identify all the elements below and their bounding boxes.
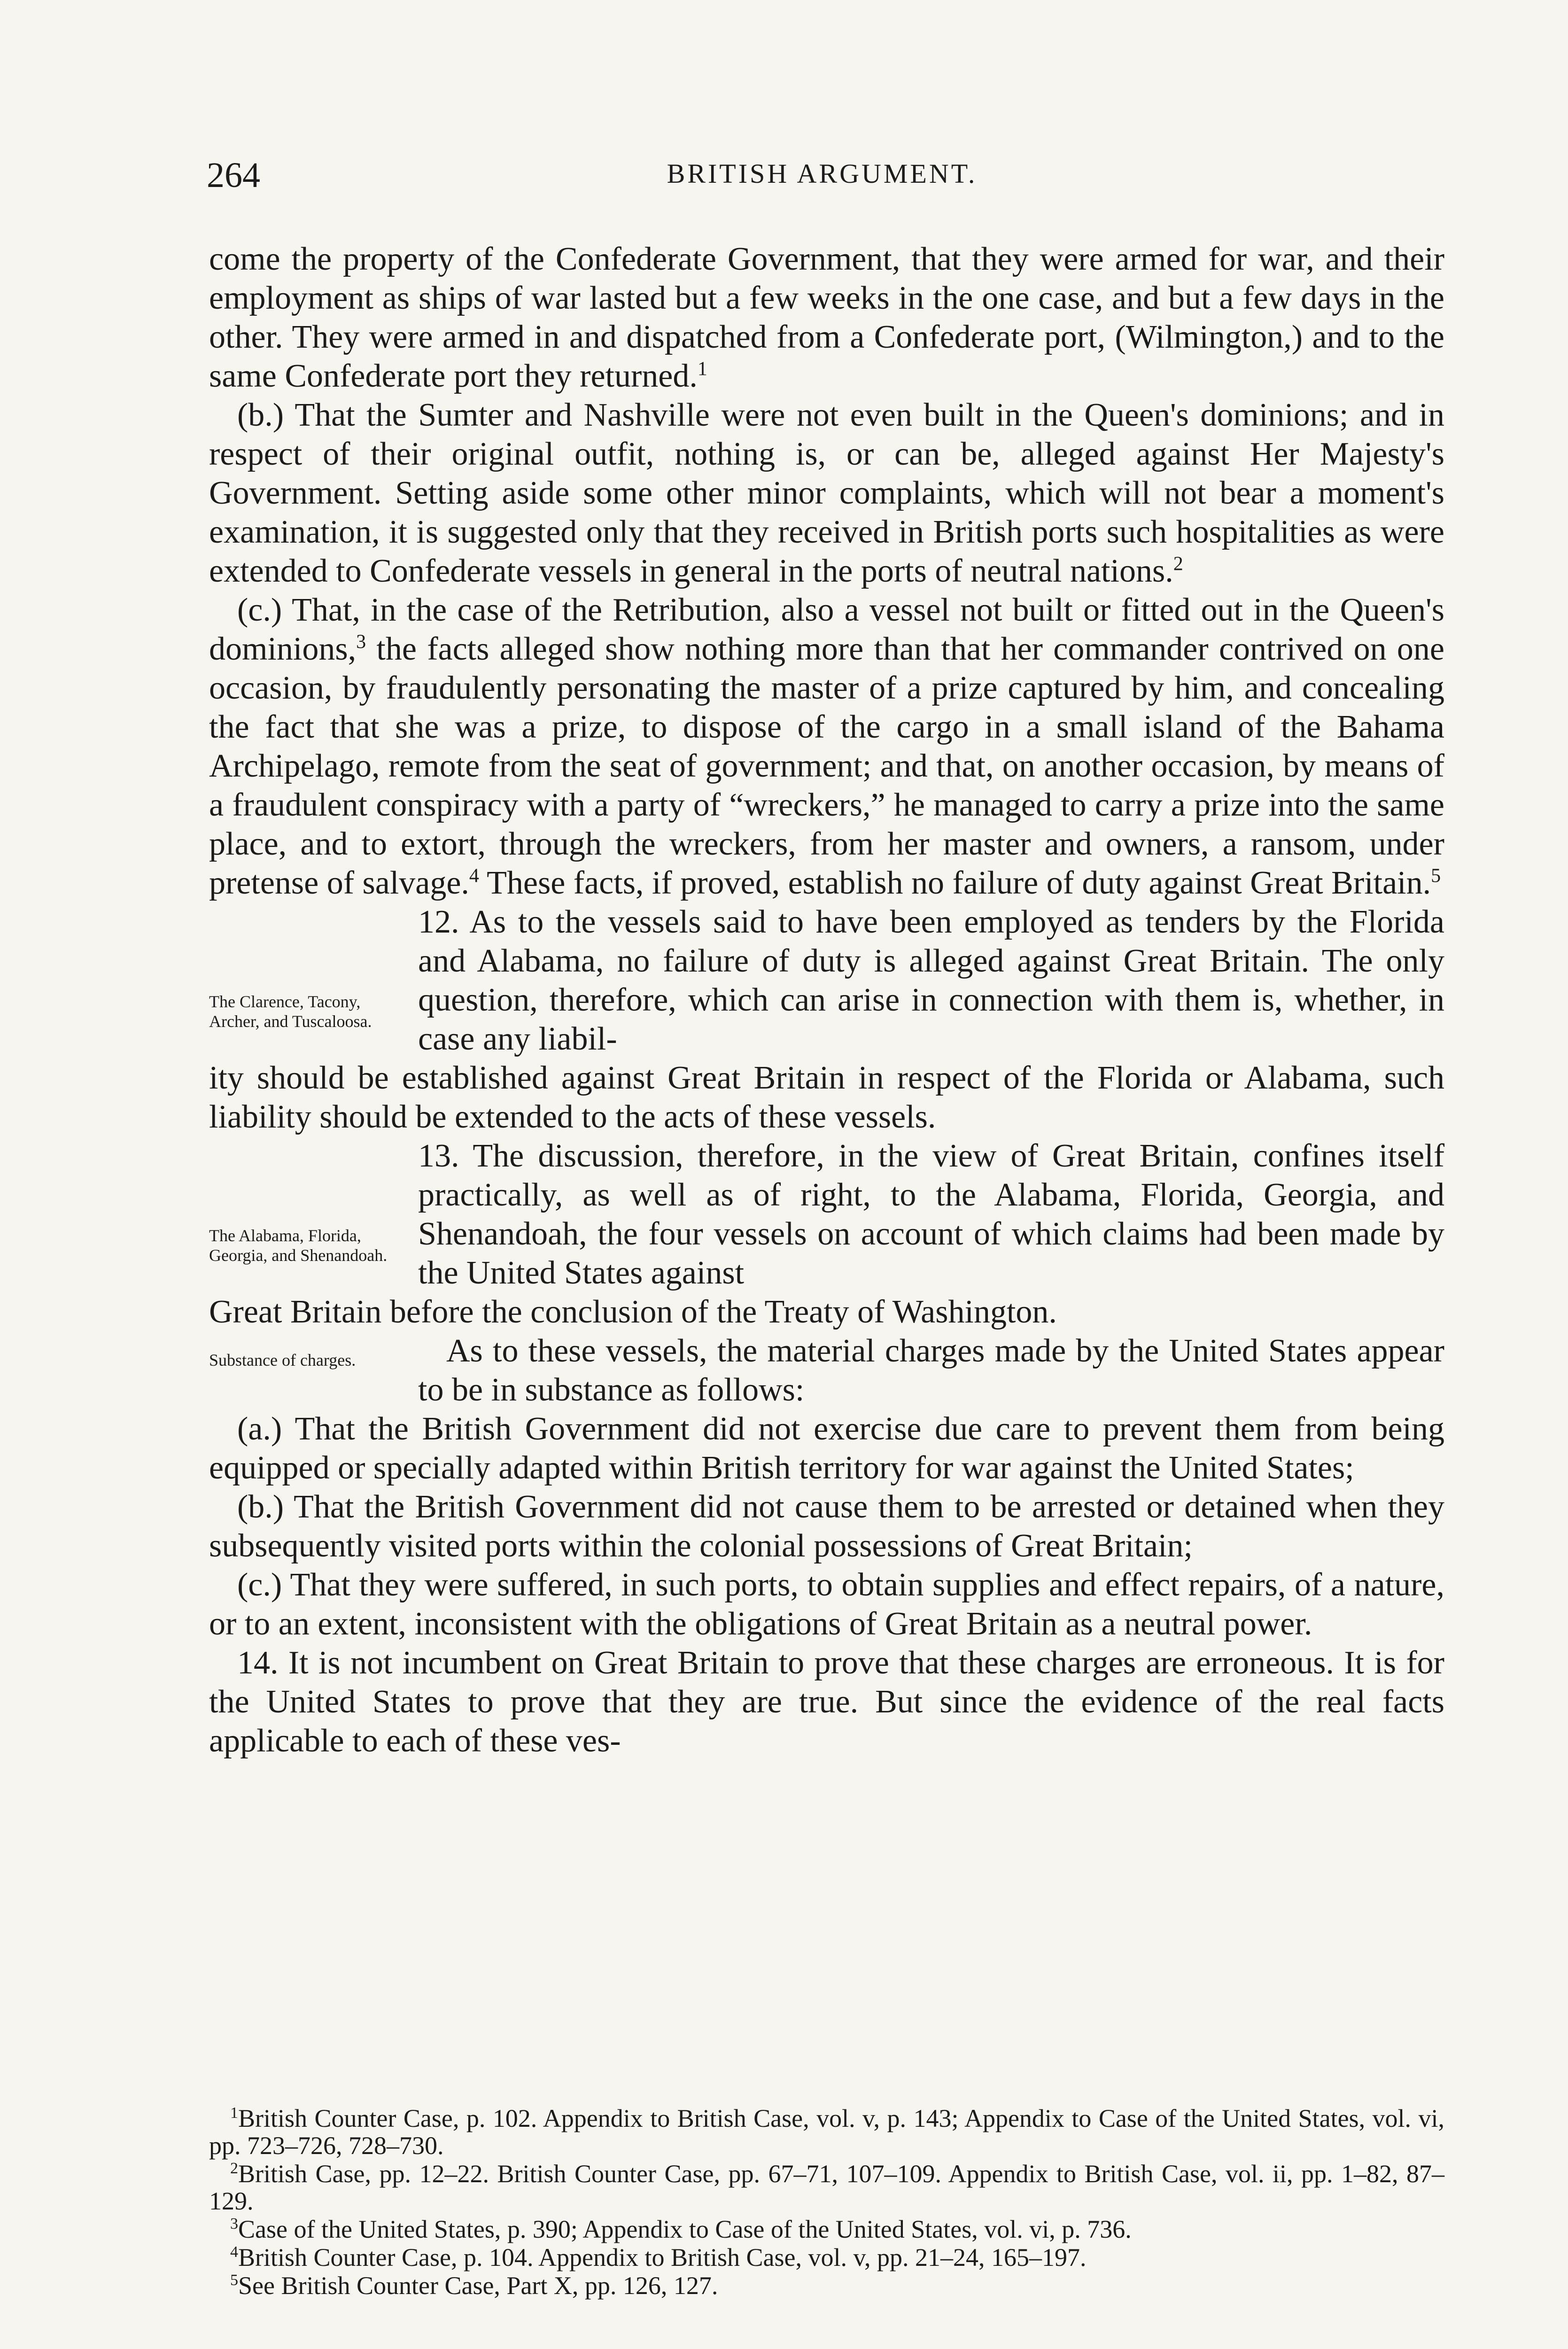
running-title: BRITISH ARGUMENT. xyxy=(667,158,978,189)
paragraph-12 xyxy=(209,902,1444,1058)
footnote-text: British Case, pp. 12–22. British Counter Case, pp. 67–71, 107–109. Appendix to British Case, vol. ii, pp. 1–82, 87–129. xyxy=(209,2160,1444,2215)
paragraph-text: (b.) That the Sumter and Nashville were not even built in the Queen's dominions; and in respect of their original outfit, nothing is, or can be, alleged against Her Majesty's Government. Setting aside some other minor complaints, which will not bear a moment's examination, it is suggested only that they received in British ports such hospitalities as were extended to Confederate vessels in general in the ports of neutral nations. xyxy=(209,397,1444,589)
paragraph-c xyxy=(209,591,1444,902)
paragraph-b xyxy=(209,396,1444,591)
footnote-ref: 3 xyxy=(356,631,366,653)
paragraph-charge-b: (b.) That the British Government did not cause them to be arrested or detained when they subsequently visited ports within the colonial possessions of Great Britain; xyxy=(209,1489,1444,1564)
footnote-2 xyxy=(209,2160,1444,2215)
paragraph-charge-a: (a.) That the British Government did not exercise due care to prevent them from being equipped or specially adapted within British territory for war against the United States; xyxy=(209,1411,1444,1486)
footnote-ref: 1 xyxy=(697,358,707,380)
footnote-number: 4 xyxy=(230,2243,238,2261)
footnote-number: 1 xyxy=(230,2104,238,2122)
sidenote-four-vessels: The Alabama, Florida, Georgia, and Shenandoah. xyxy=(209,1226,388,1265)
footnote-number: 2 xyxy=(230,2160,238,2177)
sidenote-charges: Substance of charges. xyxy=(209,1351,356,1369)
footnote-1 xyxy=(209,2105,1444,2159)
section-12 xyxy=(209,902,1444,1136)
paragraph-text: come the property of the Confederate Government, that they were armed for war, and their employment as ships of war lasted but a few weeks in the one case, and but a few days in the other. They were armed in and dispatched from a Confederate port, (Wilmington,) and to the same Confederate port they returned. xyxy=(209,241,1444,394)
footnote-number: 3 xyxy=(230,2215,238,2232)
paragraph-14: 14. It is not incumbent on Great Britain to prove that these charges are erroneous. It is for the United States to prove that they are true. But since the evidence of the real facts applicable to each of these ves- xyxy=(209,1645,1444,1759)
paragraph-13: 13. The discussion, therefore, in the view of Great Britain, confines itself practically, as well as of right, to the Alabama, Florida, Georgia, and Shenandoah, the four vessels on account of which claims had been made by the United States against xyxy=(418,1138,1444,1291)
paragraph-12-continued: ity should be established against Great Britain in respect of the Florida or Alabama, such liability should be extended to the acts of these vessels. xyxy=(209,1060,1444,1135)
footnote-ref: 5 xyxy=(1431,865,1441,887)
paragraph-13-continued: Great Britain before the conclusion of the Treaty of Washington. xyxy=(209,1294,1057,1330)
section-charges xyxy=(209,1331,1444,1409)
footnote-5 xyxy=(209,2272,1444,2299)
footnote-ref: 2 xyxy=(1173,553,1183,575)
paragraph-text: These facts, if proved, establish no failure of duty against Great Britain. xyxy=(479,865,1431,901)
paragraph-text: 12. As to the vessels said to have been employed as tenders by the Florida and Alabama, no failure of duty is alleged against Great Britain. The only question, therefore, which can arise in connection with them is, whether, in case any liabil- xyxy=(418,904,1444,1057)
footnotes xyxy=(209,2105,1444,2300)
main-text xyxy=(209,240,1444,1760)
paragraph-continuation xyxy=(209,240,1444,396)
footnote-text: See British Counter Case, Part X, pp. 126, 127. xyxy=(238,2271,718,2300)
paragraph-charges-intro: As to these vessels, the material charges made by the United States appear to be in substance as follows: xyxy=(418,1333,1444,1408)
page-number: 264 xyxy=(207,156,260,195)
section-13 xyxy=(209,1136,1444,1331)
footnote-number: 5 xyxy=(230,2271,238,2289)
paragraph-text: (c.) That, in the case of the Retribution, also a vessel not built or fitted out in the Queen's dominions, xyxy=(209,592,1444,667)
paragraph-charge-c: (c.) That they were suffered, in such ports, to obtain supplies and effect repairs, of a nature, or to an extent, inconsistent with the obligations of Great Britain as a neutral power. xyxy=(209,1567,1444,1642)
sidenote-tenders: The Clarence, Tacony, Archer, and Tuscaloosa. xyxy=(209,992,372,1031)
footnote-3 xyxy=(209,2216,1444,2243)
footnote-text: British Counter Case, p. 102. Appendix to British Case, vol. v, p. 143; Appendix to Case of the United States, vol. vi, pp. 723–726, 728–730. xyxy=(209,2104,1444,2160)
page-header xyxy=(207,155,1437,197)
footnote-ref: 4 xyxy=(469,865,479,887)
footnote-4 xyxy=(209,2244,1444,2271)
footnote-text: Case of the United States, p. 390; Appendix to Case of the United States, vol. vi, p. 736. xyxy=(238,2215,1132,2243)
paragraph-text: the facts alleged show nothing more than that her commander contrived on one occasion, by fraudulently personating the master of a prize captured by him, and concealing the fact that she was a prize, to dispose of the cargo in a small island of the Bahama Archipelago, remote from the seat of government; and that, on another occasion, by means of a fraudulent conspiracy with a party of “wreckers,” he managed to carry a prize into the same place, and to extort, through the wreckers, from her master and owners, a ransom, under pretense of salvage. xyxy=(209,631,1444,901)
footnote-text: British Counter Case, p. 104. Appendix to British Case, vol. v, pp. 21–24, 165–197. xyxy=(238,2243,1087,2271)
